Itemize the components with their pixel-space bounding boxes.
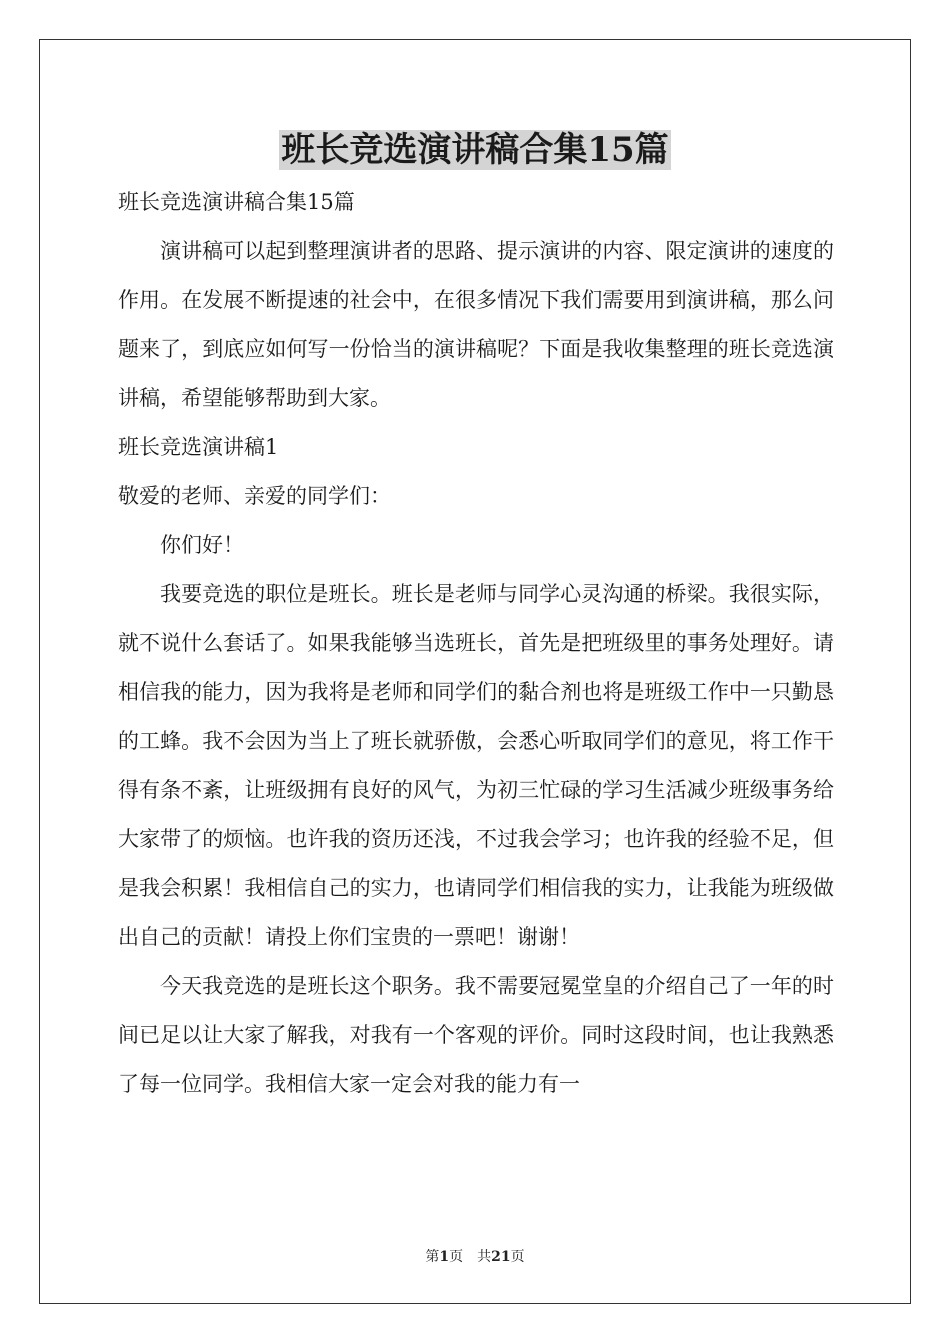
footer-page-total: 21 — [491, 1249, 511, 1265]
footer-page-current: 1 — [439, 1249, 450, 1265]
page-footer — [0, 1247, 950, 1267]
paragraph: 班长竞选演讲稿1 — [118, 435, 279, 459]
paragraph: 班长竞选演讲稿合集15篇 — [118, 190, 355, 214]
footer-page-mid: 页 共 — [449, 1249, 492, 1265]
document-body — [118, 178, 834, 1109]
footer-page-suffix: 页 — [510, 1249, 525, 1265]
paragraph: 演讲稿可以起到整理演讲者的思路、提示演讲的内容、限定演讲的速度的作用。在发展不断提速的社会中，在很多情况下我们需要用到演讲稿，那么问题来了，到底应如何写一份恰当的演讲稿呢？下面是我收集整理的班长竞选演讲稿，希望能够帮助到大家。 — [118, 239, 834, 410]
paragraph: 敬爱的老师、亲爱的同学们： — [118, 484, 391, 508]
paragraph: 今天我竞选的是班长这个职务。我不需要冠冕堂皇的介绍自己了一年的时间已足以让大家了解我，对我有一个客观的评价。同时这段时间，也让我熟悉了每一位同学。我相信大家一定会对我的能力有一 — [118, 974, 834, 1096]
paragraph: 你们好！ — [160, 533, 244, 557]
paragraph: 我要竞选的职位是班长。班长是老师与同学心灵沟通的桥梁。我很实际，就不说什么套话了。如果我能够当选班长，首先是把班级里的事务处理好。请相信我的能力，因为我将是老师和同学们的黏合剂也将是班级工作中一只勤恳的工蜂。我不会因为当上了班长就骄傲，会悉心听取同学们的意见，将工作干得有条不紊，让班级拥有良好的风气，为初三忙碌的学习生活减少班级事务给大家带了的烦恼。也许我的资历还浅，不过我会学习；也许我的经验不足，但是我会积累！我相信自己的实力，也请同学们相信我的实力，让我能为班级做出自己的贡献！请投上你们宝贵的一票吧！谢谢！ — [118, 582, 834, 949]
document-title — [0, 126, 950, 174]
document-title-text: 班长竞选演讲稿合集15篇 — [281, 130, 669, 170]
footer-page-prefix: 第 — [425, 1249, 440, 1265]
